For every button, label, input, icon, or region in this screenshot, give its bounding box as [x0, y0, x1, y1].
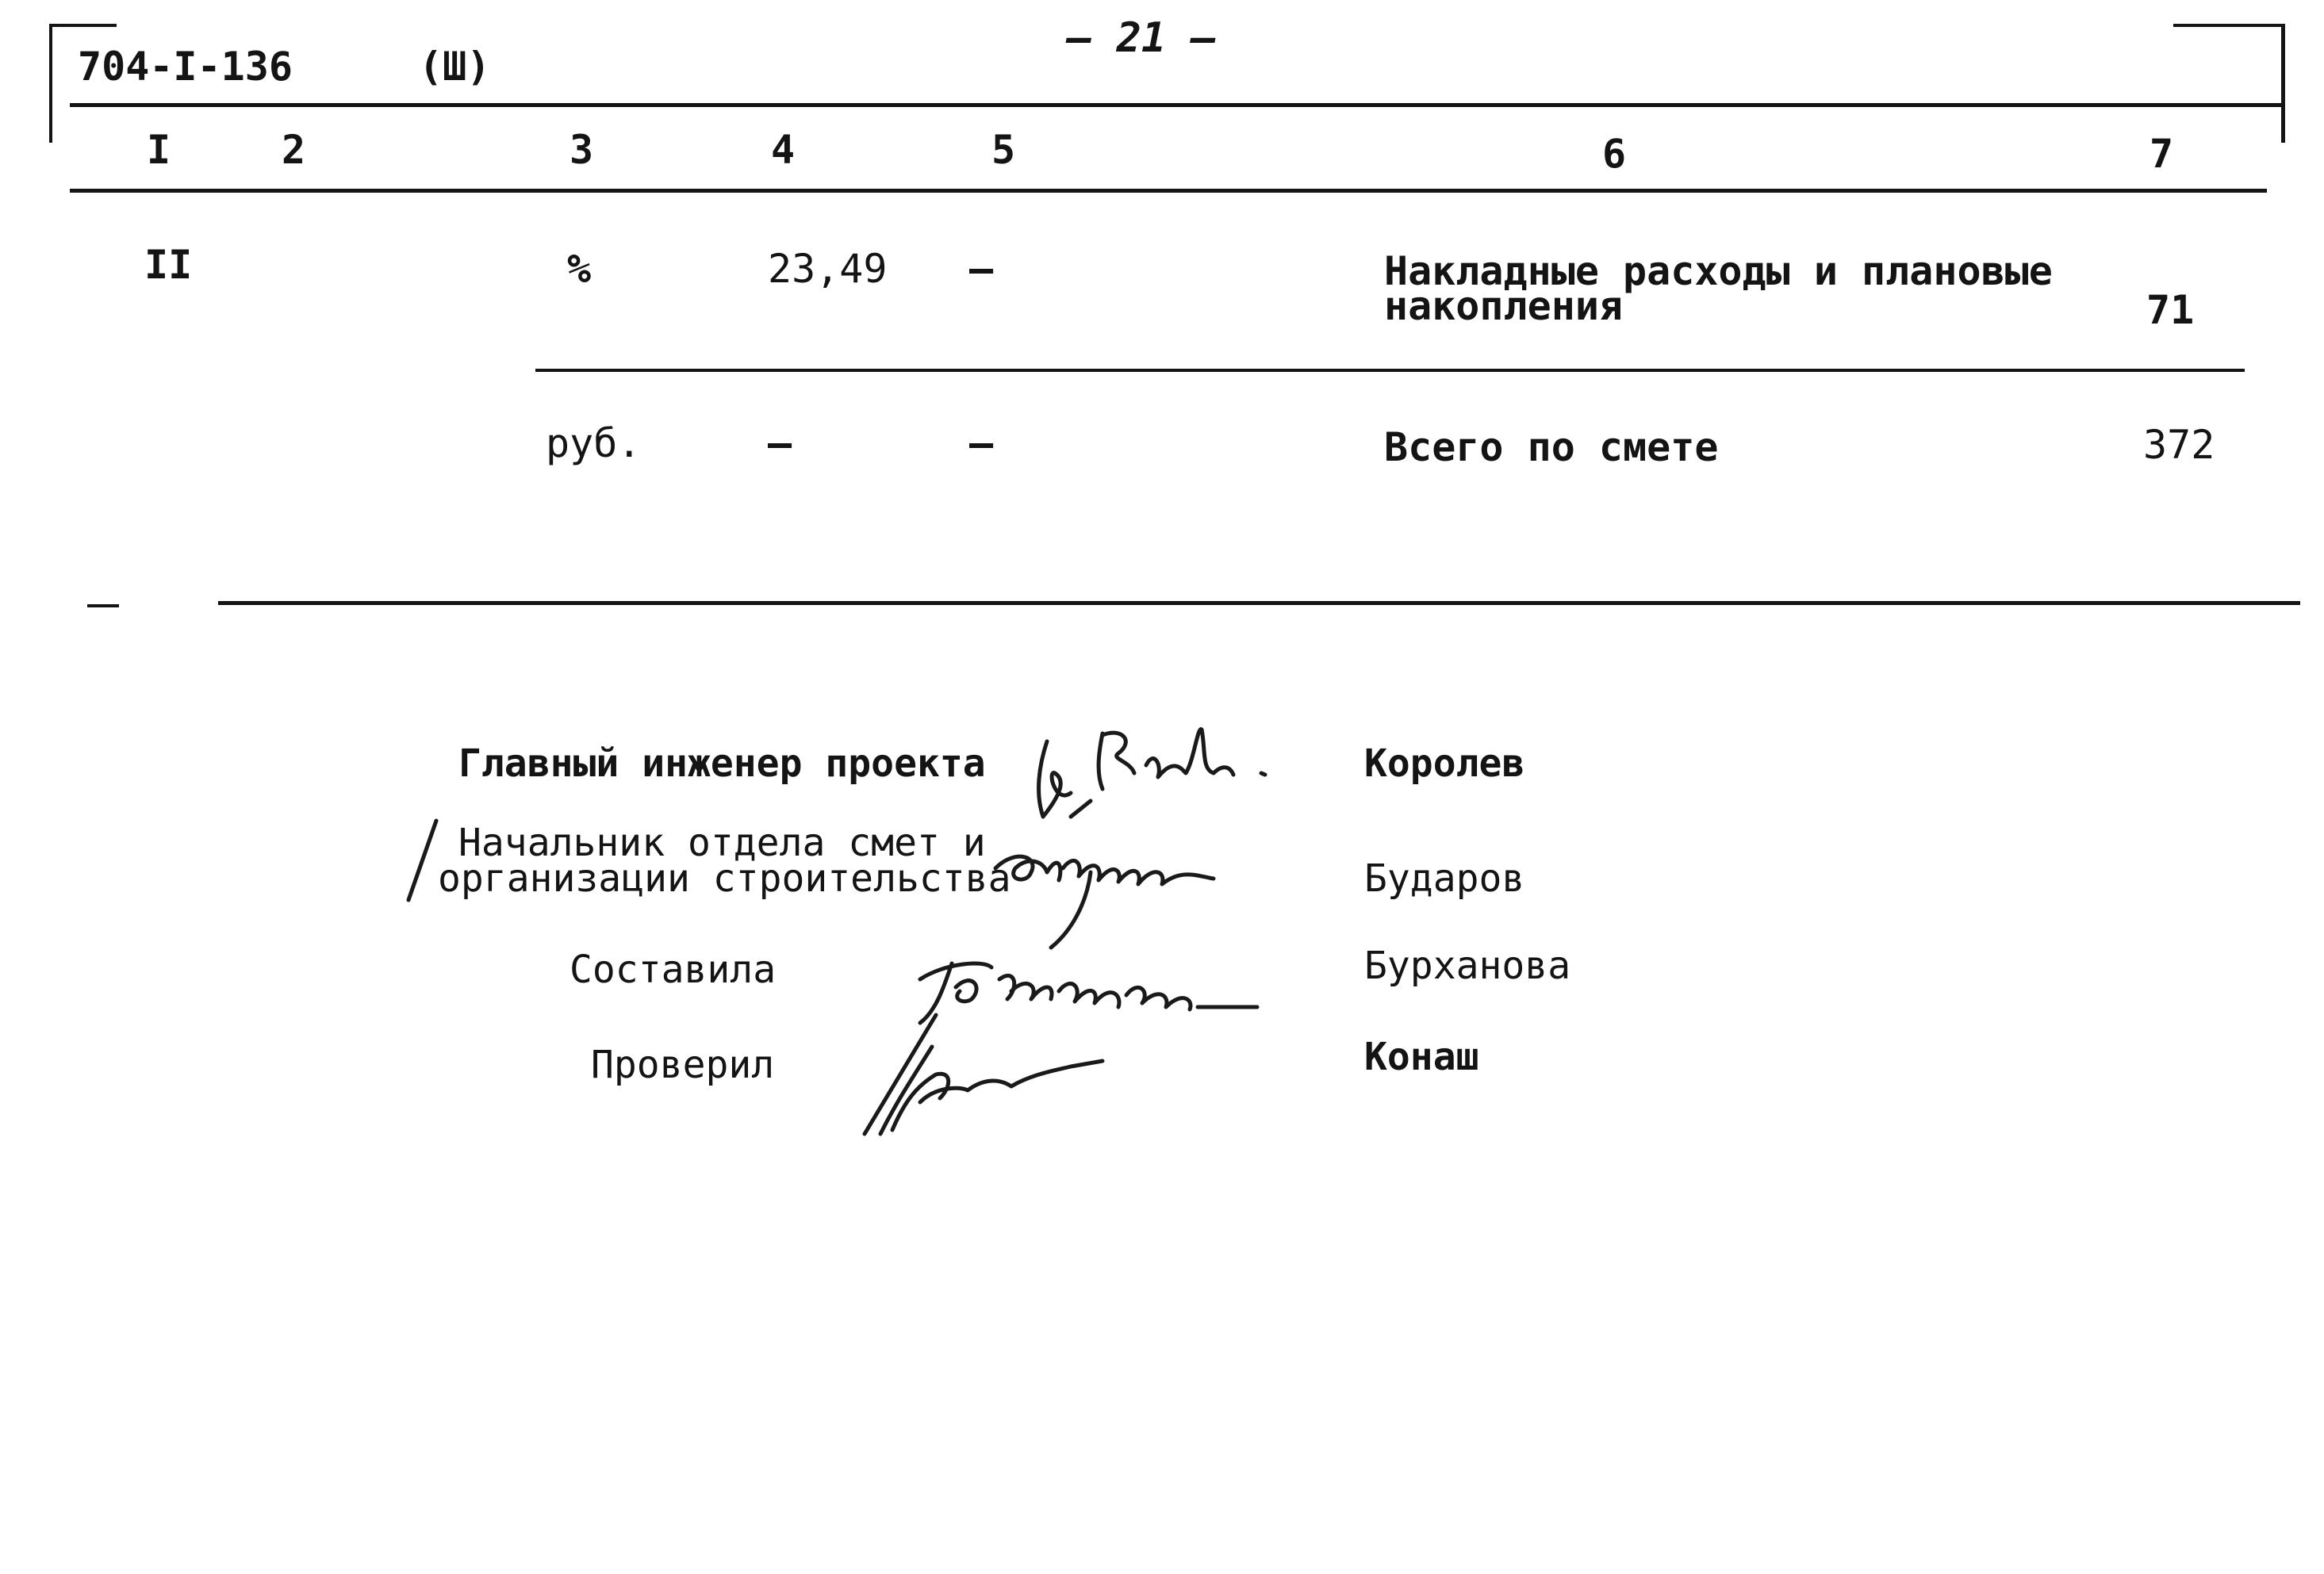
column-number-4: 4: [771, 127, 796, 173]
table-bottom-tick: [87, 604, 119, 607]
row-description-line2: накопления: [1384, 283, 1624, 329]
table-bottom-rule: [218, 601, 2300, 605]
handwritten-signature-department-head: [984, 793, 1364, 952]
frame-top-left: [49, 24, 117, 27]
total-unit: руб.: [546, 420, 642, 466]
signature-role-department-head-line2: организации строительства: [438, 856, 1011, 901]
document-code: 704-I-136: [78, 44, 293, 90]
signature-role-chief-engineer: Главный инженер проекта: [458, 741, 986, 786]
signature-name-department-head: Бударов: [1364, 856, 1525, 901]
row-separator: [535, 369, 2245, 372]
column-number-1: I: [147, 127, 171, 173]
column-number-6: 6: [1602, 131, 1627, 177]
row-section-number: II: [144, 242, 193, 288]
signature-role-compiled-by: Составила: [569, 948, 777, 992]
row-rate: 23,49: [768, 246, 888, 292]
column-number-2: 2: [282, 127, 306, 173]
row-description-line1: Накладные расходы и плановые: [1384, 248, 2053, 294]
margin-mark: [401, 817, 448, 904]
signature-name-compiled-by: Бурханова: [1364, 944, 1571, 988]
column-number-7: 7: [2150, 131, 2174, 177]
frame-right-edge: [2281, 24, 2285, 143]
column-header-rule: [70, 189, 2267, 193]
signature-role-department-head-line1: Начальник отдела смет и: [458, 821, 986, 865]
signature-name-checked-by: Конаш: [1364, 1035, 1479, 1079]
page-number: — 21 —: [1067, 14, 1216, 62]
frame-top-right: [2173, 24, 2284, 27]
volume-label: (Ш): [419, 44, 491, 90]
row-unit: %: [567, 246, 592, 292]
signature-name-chief-engineer: Королев: [1364, 741, 1525, 786]
signature-role-checked-by: Проверил: [591, 1043, 775, 1087]
handwritten-signature-checked-by: [833, 999, 1118, 1142]
total-col5: –: [969, 420, 994, 466]
column-number-3: 3: [569, 127, 594, 173]
row-amount: 71: [2146, 287, 2195, 333]
row-col5: –: [969, 246, 994, 292]
total-label: Всего по смете: [1384, 424, 1719, 470]
column-number-5: 5: [991, 127, 1016, 173]
total-amount: 372: [2143, 422, 2215, 468]
header-rule: [70, 103, 2283, 107]
frame-left-tick: [49, 24, 52, 143]
total-col4: –: [768, 420, 792, 466]
